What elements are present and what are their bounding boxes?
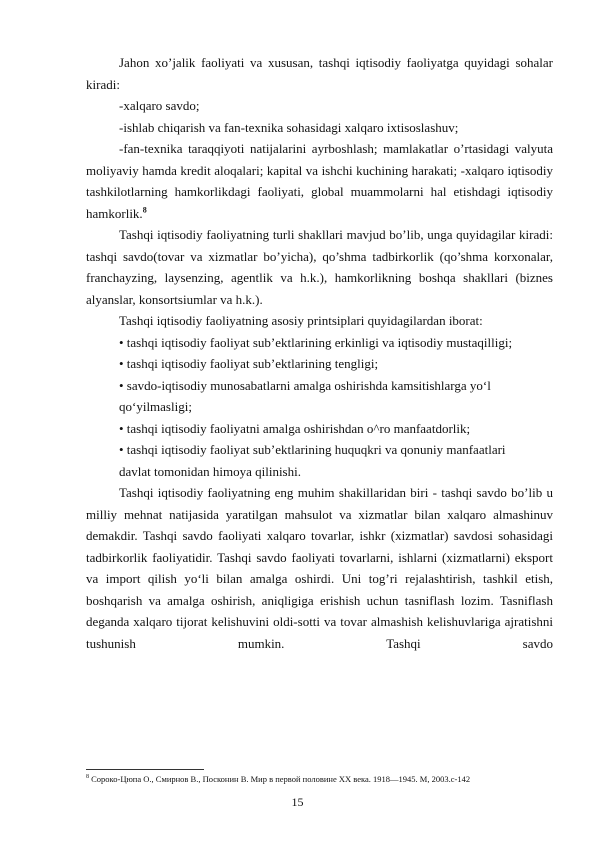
paragraph-p2: [86, 95, 553, 117]
paragraph-p3: [86, 117, 553, 139]
paragraph-text: -ishlab chiqarish va fan-texnika sohasidagi xalqaro ixtisoslashuv;: [119, 119, 459, 135]
paragraph-p14: [86, 482, 553, 654]
paragraph-p13: [86, 461, 553, 483]
footnote-text: Сороко-Цюпа О., Смирнов В., Посконин В. Мир в первой половине ХХ века. 1918—1945. М, 2003.с-142: [91, 774, 471, 784]
paragraph-p12: [86, 439, 553, 461]
paragraph-text: Tashqi iqtisodiy faoliyatning asosiy printsiplari quyidagilardan iborat:: [119, 313, 483, 328]
paragraph-text: -fan-texnika taraqqiyoti natijalarini ayrboshlash; mamlakatlar o’rtasidagi valyuta moliyaviy hamda kredit aloqalari; kapital va ishchi kuchining harakati; -xalqaro iqtisodiy tashkilotlarning hamkorlikdagi faoliyati, global muammolarni hal etishdagi iqtisodiy hamkorlik.: [86, 141, 553, 221]
paragraph-p10: [86, 396, 553, 418]
body-text: [86, 52, 553, 654]
paragraph-p9: [86, 375, 553, 397]
paragraph-p1: [86, 52, 553, 95]
paragraph-text: Tashqi iqtisodiy faoliyatning eng muhim shakillaridan biri - tashqi savdo bo’lib u milliy mehnat natijasida yaratilgan mahsulot va xizmatlar bilan xalqaro almashinuv demakdir. Tashqi savdo faoliyati xalqaro tovarlar, ishkr (xizmatlar) savdosi sohasidagi tadbirkorlik faoliyatidir. Tashqi savdo faoliyati tovarlarni, ishlarni (xizmatlarni) eksport va import qilish yo‘li bilan amalga oshirdi. Uni tog’ri rejalashtirish, tashkil etish, boshqarish va amalga oshirish, aniqligiga erishish uchun tasniflash lozim. Tasniflash deganda xalqaro tijorat kelishuvini oldi-sotti va tovar almashish kelishuvlariga ajratishni tushunish mumkin. Tashqi savdo: [86, 485, 553, 651]
paragraph-text: • savdo-iqtisodiy munosabatlarni amalga oshirishda kamsitishlarga yo‘l: [119, 377, 491, 393]
paragraph-p5: [86, 224, 553, 310]
page-number: 15: [291, 795, 304, 809]
footnote-reference: 8: [142, 205, 147, 215]
paragraph-p4: [86, 138, 553, 224]
paragraph-text: • tashqi iqtisodiy faoliyat sub’ektlarining erkinligi va iqtisodiy mustaqilligi;: [119, 334, 513, 350]
paragraph-p6: [86, 310, 553, 332]
paragraph-text: Tashqi iqtisodiy faoliyatning turli shakllari mavjud bo’lib, unga quyidagilar kiradi: tashqi savdo(tovar va xizmatlar bo’yicha), qo’shma tadbirkorlik (qo’shma korxonalar, franchayzing, laysenzing, agentlik va h.k.), hamkorlikning boshqa shakllari (biznes alyanslar, konsortsiumlar va h.k.).: [86, 227, 553, 307]
footnote-separator: [86, 769, 204, 770]
paragraph-p8: [86, 353, 553, 375]
paragraph-text: qo‘yilmasligi;: [119, 399, 192, 414]
paragraph-text: Jahon xo’jalik faoliyati va xususan, tashqi iqtisodiy faoliyatga quyidagi sohalar kiradi:: [86, 55, 553, 92]
paragraph-text: • tashqi iqtisodiy faoliyat sub’ektlarining huquqkri va qonuniy manfaatlari: [119, 442, 506, 457]
paragraph-text: davlat tomonidan himoya qilinishi.: [119, 463, 301, 479]
footnote: [86, 774, 556, 785]
paragraph-text: • tashqi iqtisodiy faoliyat sub’ektlarining tengligi;: [119, 356, 379, 371]
footnote-marker: 8: [86, 774, 89, 781]
paragraph-text: • tashqi iqtisodiy faoliyatni amalga oshirishdan o^ro manfaatdorlik;: [119, 420, 471, 436]
paragraph-text: -xalqaro savdo;: [119, 98, 200, 113]
paragraph-p7: [86, 332, 553, 354]
paragraph-p11: [86, 418, 553, 440]
